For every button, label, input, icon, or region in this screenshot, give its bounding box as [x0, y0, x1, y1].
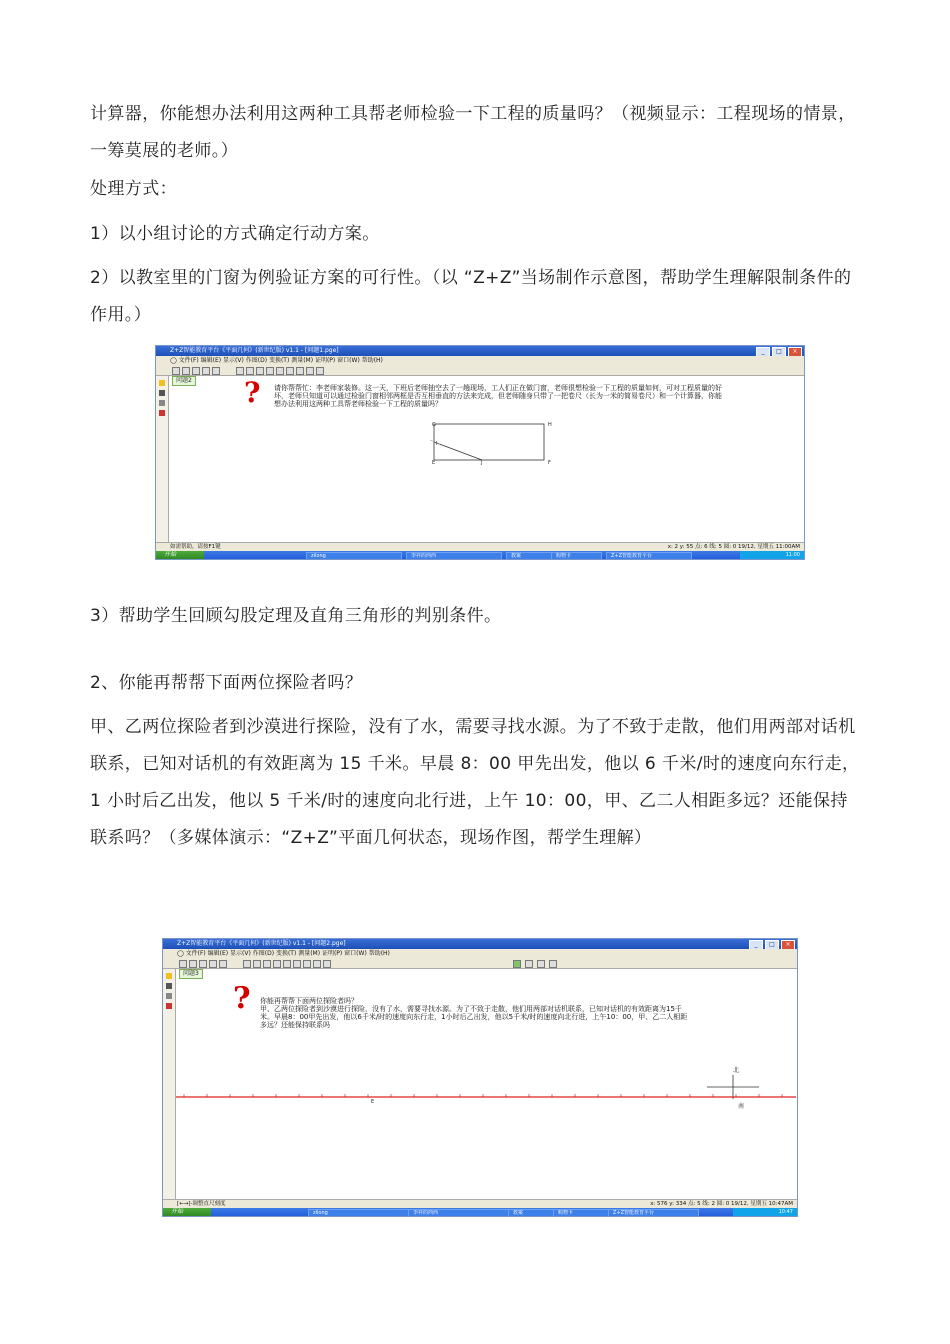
taskbar-item[interactable]: Z+Z智能教育平台: [608, 1209, 699, 1217]
minimize-button[interactable]: _: [749, 940, 763, 950]
side-tool-panel: [163, 969, 176, 1200]
tab-problem[interactable]: 问题3: [179, 969, 203, 979]
tool-icon[interactable]: [313, 960, 321, 968]
paragraph-step-3: 3）帮助学生回顾勾股定理及直角三角形的判别条件。: [90, 606, 502, 626]
side-tool-panel: [156, 376, 169, 543]
taskbar-item[interactable]: 教案: [508, 1209, 554, 1217]
maximize-button[interactable]: □: [772, 347, 786, 357]
start-button[interactable]: 开始: [163, 1208, 211, 1216]
tool-icon[interactable]: [273, 960, 281, 968]
diagonal-segment: [434, 442, 482, 460]
paragraph-intro: 计算器，你能想办法利用这两种工具帮老师检验一下工程的质量吗？（视频显示：工程现场的情景，一筹莫展的老师。）: [90, 104, 856, 161]
paragraph-step-1: 1）以小组讨论的方式确定行动方案。: [90, 224, 380, 244]
question-text: 请你帮帮忙：李老师家装修。这一天，下班后老师抽空去了一趟现场，工人们正在做门窗，老师很想检验一下工程的质量如何，可对工程质量的好坏，老师只知道可以通过检验门窗相邻两框是否互相垂直的方法来完成，但老师随身只带了一把卷尺（长为一米的简易卷尺）和一个计算器，你能想办法利用这两种工具帮老师检验一下工程的质量吗？: [274, 384, 722, 408]
eraser-icon[interactable]: [166, 993, 172, 999]
point-label-j: J: [481, 460, 483, 466]
pointer-icon[interactable]: [166, 973, 172, 979]
status-coordinates: x: 576 y: 334 点: 5 线: 2 圆: 0 19/12, 星期五 10:47AM: [650, 1201, 793, 1207]
tool-icon[interactable]: [246, 367, 254, 375]
close-button[interactable]: ×: [781, 940, 795, 950]
tool-icon[interactable]: [283, 960, 291, 968]
tool-icon[interactable]: [276, 367, 284, 375]
close-button[interactable]: ×: [788, 347, 802, 357]
paragraph-step-2: 2）以教室里的门窗为例验证方案的可行性。（以 “Z+Z”当场制作示意图，帮助学生理解限制条件的作用。）: [90, 268, 852, 325]
taskbar-item[interactable]: Z+Z智能教育平台: [606, 552, 692, 560]
point-label-i: I: [436, 441, 438, 447]
taskbar-item[interactable]: zilong: [306, 552, 402, 560]
eraser-icon[interactable]: [159, 400, 165, 406]
point-label-f: F: [548, 460, 551, 466]
menu-bar[interactable]: ◯ 文件(F) 编辑(E) 显示(V) 作图(D) 变换(T) 测量(M) 证明(P) 窗口(W) 帮助(H): [156, 356, 804, 365]
alert-icon[interactable]: [166, 1003, 172, 1009]
status-bar: [156, 542, 804, 551]
question-mark-icon: ?: [244, 376, 261, 409]
tool-icon[interactable]: [189, 960, 197, 968]
start-button[interactable]: 开始: [156, 551, 204, 559]
tool-icon[interactable]: [323, 960, 331, 968]
tab-problem[interactable]: 问题2: [172, 376, 196, 386]
tool-icon[interactable]: [537, 960, 545, 968]
tool-icon[interactable]: [266, 367, 274, 375]
maximize-button[interactable]: □: [765, 940, 779, 950]
tool-icon[interactable]: [172, 367, 180, 375]
system-tray-clock: 11:00: [740, 551, 804, 559]
geometry-figure: [426, 418, 556, 468]
ruler-mark: [430, 440, 440, 444]
menu-bar[interactable]: ◯ 文件(F) 编辑(E) 显示(V) 作图(D) 变换(T) 测量(M) 证明(P) 窗口(W) 帮助(H): [163, 949, 797, 958]
taskbar-item[interactable]: 购物卡: [551, 552, 602, 560]
tool-icon[interactable]: [316, 367, 324, 375]
check-icon[interactable]: [513, 960, 521, 968]
point-label-g: G: [432, 422, 436, 428]
tool-bar: [163, 958, 797, 969]
tool-icon[interactable]: [219, 960, 227, 968]
tool-icon[interactable]: [306, 367, 314, 375]
taskbar-item[interactable]: zilong: [308, 1209, 409, 1217]
pointer-icon[interactable]: [159, 380, 165, 386]
paragraph-method-heading: 处理方式：: [90, 179, 177, 199]
axis-point-label: E: [371, 1099, 375, 1105]
minimize-button[interactable]: _: [756, 347, 770, 357]
window-title-bar: Z+Z智能教育平台《平面几何》(新世纪版) v1.1 - [问题2.pge]: [163, 939, 797, 949]
tool-icon[interactable]: [263, 960, 271, 968]
tool-icon[interactable]: [202, 367, 210, 375]
taskbar-item[interactable]: 李祥的西西: [406, 552, 502, 560]
compass-north-label: 北: [733, 1067, 740, 1074]
window-title-bar: Z+Z智能教育平台《平面几何》(新世纪版) v1.1 - [问题1.pge]: [156, 346, 804, 356]
compass-south-label: 南: [738, 1103, 745, 1110]
ruler-axis[interactable]: [176, 1089, 796, 1109]
status-hint: 如需帮助，请按F1键: [170, 544, 221, 550]
tool-icon[interactable]: [286, 367, 294, 375]
status-bar: [163, 1199, 797, 1208]
screenshot-app-window-1: [155, 345, 805, 560]
tool-icon[interactable]: [182, 367, 190, 375]
tool-icon[interactable]: [303, 960, 311, 968]
tool-icon[interactable]: [549, 960, 557, 968]
point-label-h: H: [548, 422, 552, 428]
taskbar-item[interactable]: 李祥的西西: [408, 1209, 509, 1217]
pen-icon[interactable]: [159, 390, 165, 396]
paragraph-question-2: 2、你能再帮帮下面两位探险者吗？: [90, 673, 363, 693]
door-frame-rect: [434, 424, 544, 460]
paragraph-explorers: 甲、乙两位探险者到沙漠进行探险，没有了水，需要寻找水源。为了不致于走散，他们用两部对话机联系，已知对话机的有效距离为 15 千米。早晨 8：00 甲先出发，他以 6 千米/时的速度向东行走，1 小时后乙出发，他以 5 千米/时的速度向北行进，上午 10：00，甲、乙二人相距多远？还能保持联系吗？（多媒体演示：“Z+Z”平面几何状态，现场作图，帮学生理解）: [90, 717, 860, 848]
tool-icon[interactable]: [293, 960, 301, 968]
tool-icon[interactable]: [209, 960, 217, 968]
tool-icon[interactable]: [179, 960, 187, 968]
status-coordinates: x: 2 y: 55 点: 6 线: 5 圆: 0 19/12, 星期五 11:00AM: [667, 544, 800, 550]
tool-icon[interactable]: [296, 367, 304, 375]
taskbar-item[interactable]: 购物卡: [553, 1209, 609, 1217]
windows-taskbar: [163, 1208, 797, 1216]
status-hint: [←→]-调整直尺刻度: [177, 1201, 226, 1207]
screenshot-app-window-2: [162, 938, 798, 1217]
point-label-e: E: [432, 460, 436, 466]
tool-icon[interactable]: [192, 367, 200, 375]
alert-icon[interactable]: [159, 410, 165, 416]
tool-icon[interactable]: [236, 367, 244, 375]
system-tray-clock: 10:47: [733, 1208, 797, 1216]
windows-taskbar: [156, 551, 804, 559]
pen-icon[interactable]: [166, 983, 172, 989]
taskbar-item[interactable]: 教案: [506, 552, 552, 560]
tool-icon[interactable]: [525, 960, 533, 968]
tool-icon[interactable]: [212, 367, 220, 375]
tool-icon[interactable]: [243, 960, 251, 968]
tool-icon[interactable]: [199, 960, 207, 968]
tool-icon[interactable]: [253, 960, 261, 968]
question-mark-icon: ?: [233, 981, 251, 1016]
tool-bar: [156, 365, 804, 376]
tool-icon[interactable]: [256, 367, 264, 375]
question-text: 你能再帮帮下面两位探险者吗？ 甲、乙两位探险者到沙漠进行探险，没有了水，需要寻找水源。为了不致于走散，他们用两部对话机联系，已知对话机的有效距离为15千米。早晨8：00甲先出发，他以6千米/时的速度向东行走，1小时后乙出发，他以5千米/时的速度向北行进，上午10：00，甲、乙二人相距多远？还能保持联系吗: [260, 997, 688, 1029]
